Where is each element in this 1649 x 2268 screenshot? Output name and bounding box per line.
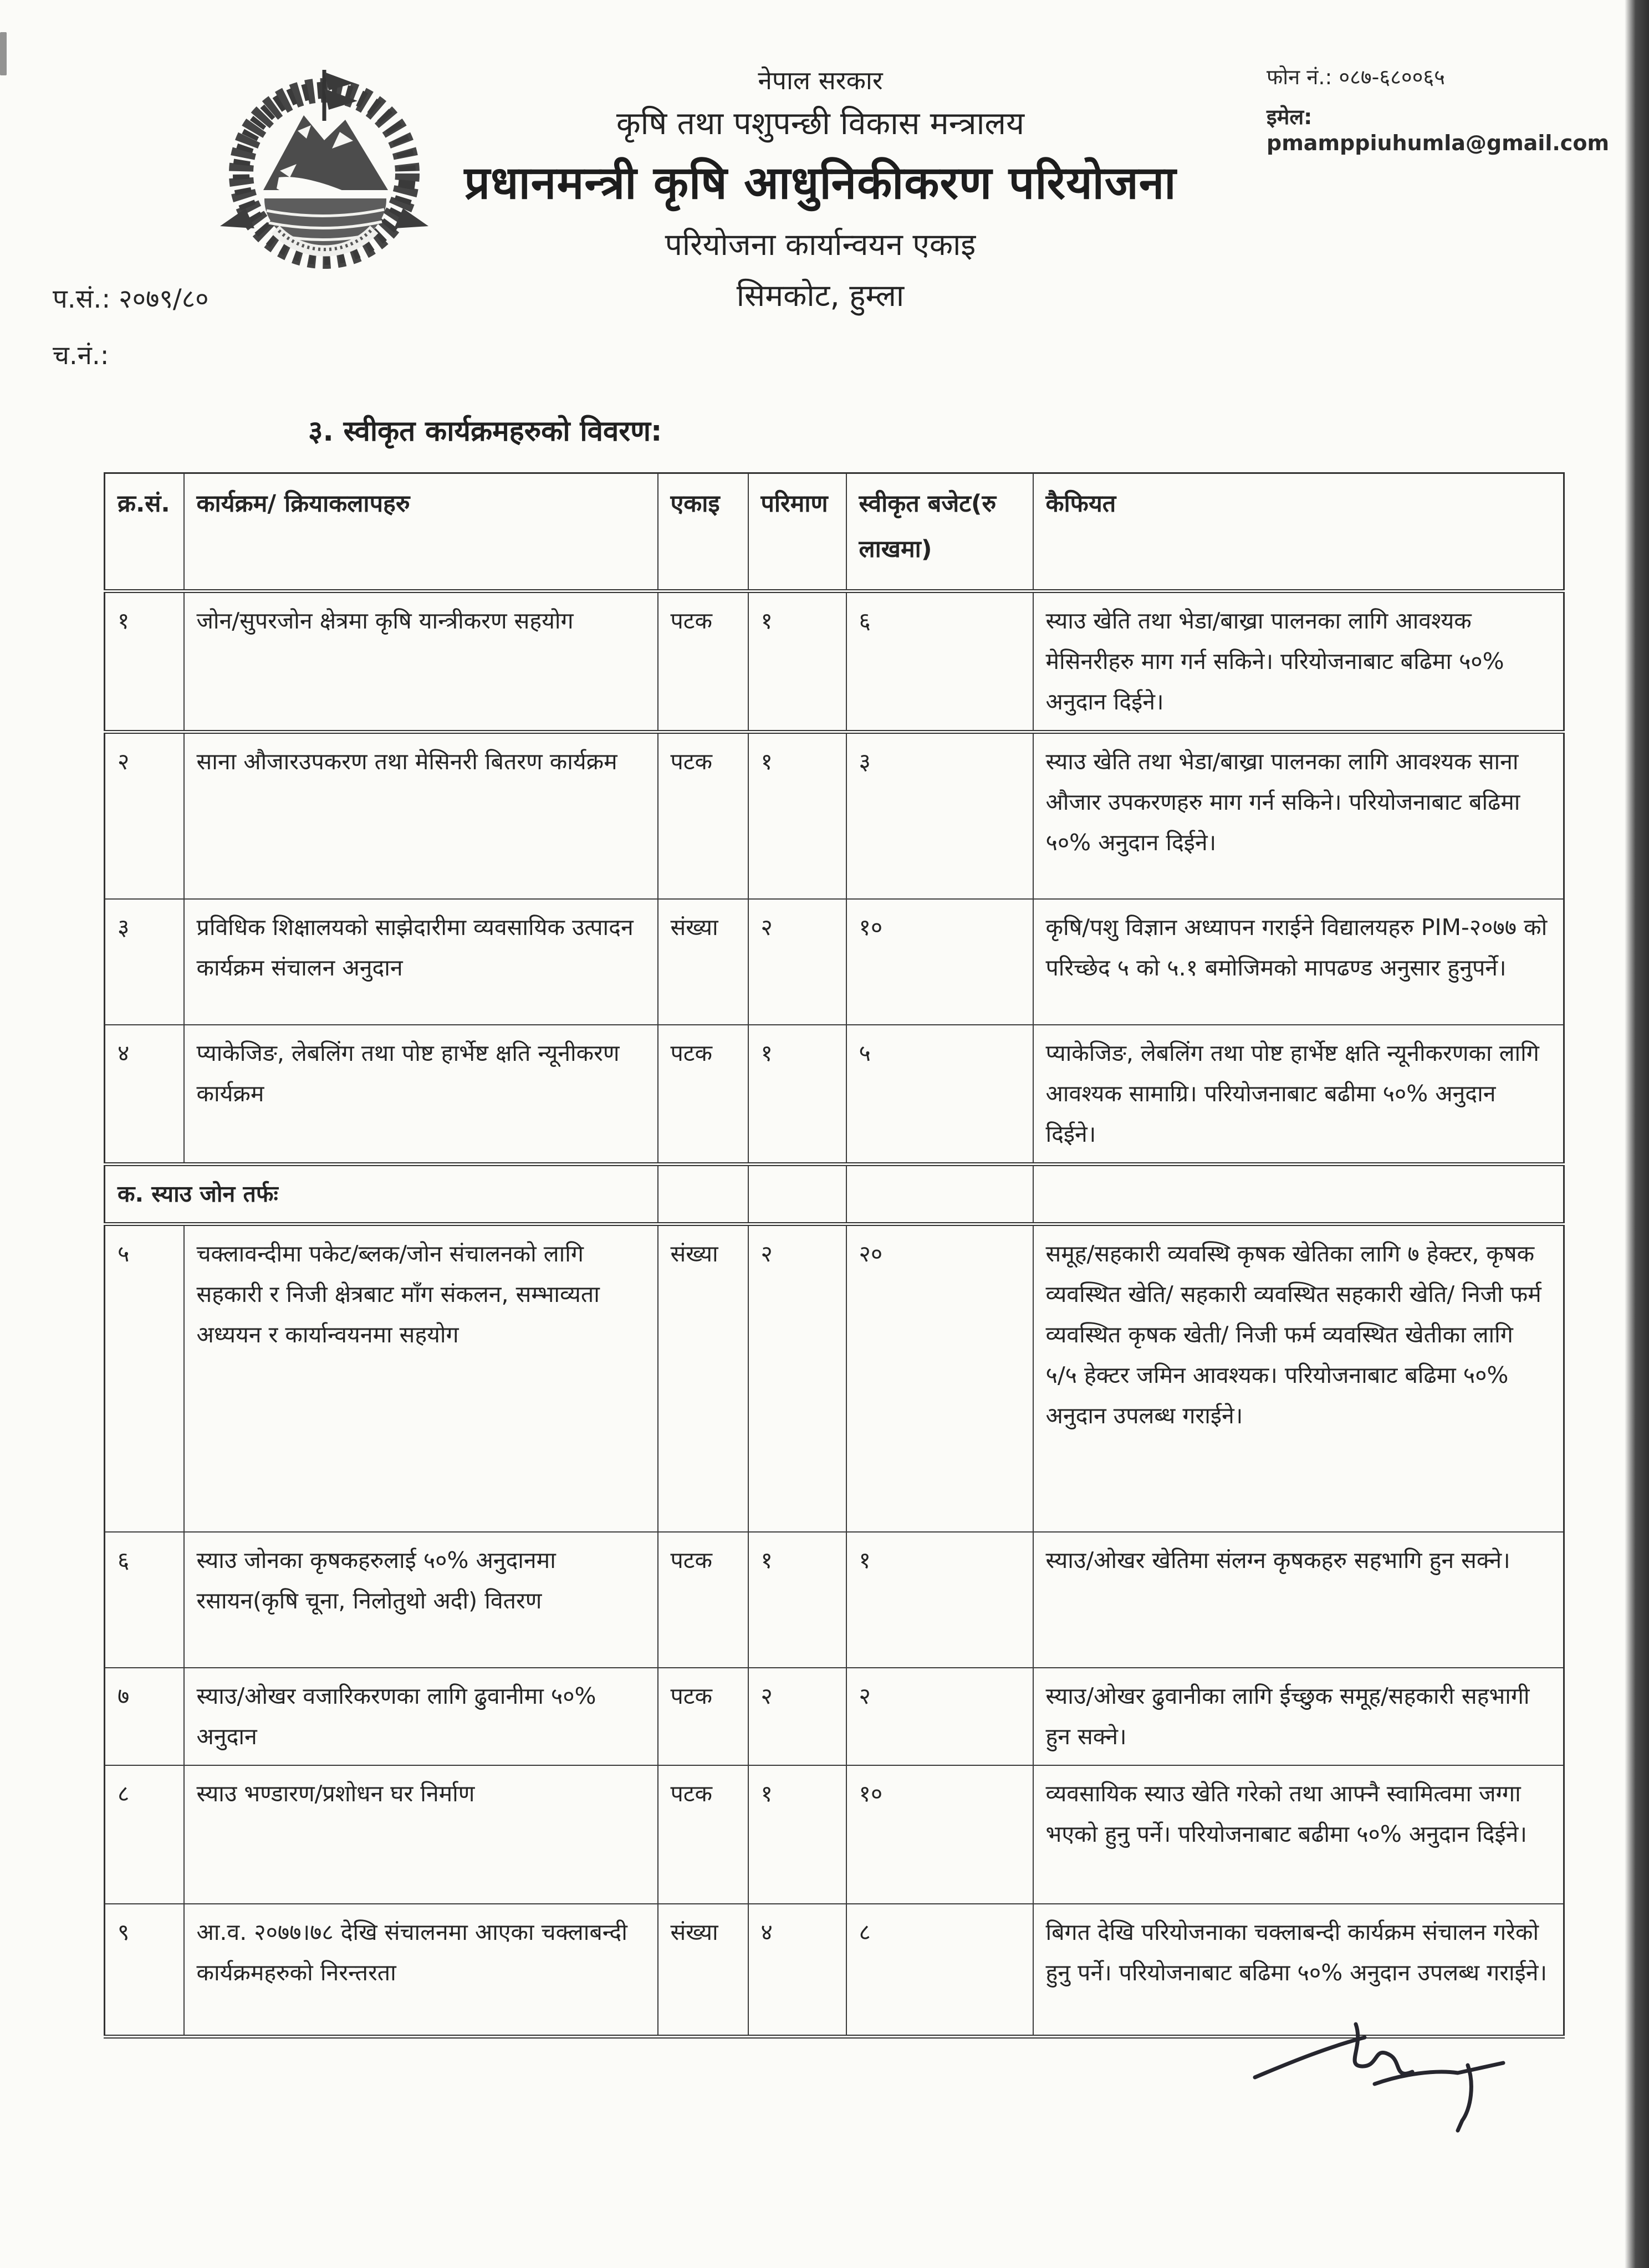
email-address: pmamppiuhumla@gmail.com <box>1267 131 1610 155</box>
activity-cell: स्याउ भण्डारण/प्रशोधन घर निर्माण <box>184 1765 658 1904</box>
qty-cell: २ <box>748 899 846 1025</box>
unit-cell: संख्या <box>658 1904 748 2037</box>
table-row <box>105 1224 1564 1532</box>
table-row <box>105 899 1564 1025</box>
activity-cell: साना औजारउपकरण तथा मेसिनरी बितरण कार्यक्रम <box>184 732 658 899</box>
qty-cell: १ <box>748 1765 846 1904</box>
phone-line <box>1267 62 1632 91</box>
sn-cell: २ <box>105 732 184 899</box>
table-row <box>105 1765 1564 1904</box>
unit-cell: पटक <box>658 1765 748 1904</box>
remarks-cell: स्याउ खेति तथा भेडा/बाख्रा पालनका लागि आवश्यक मेसिनरीहरु माग गर्न सकिने। परियोजनाबाट बढिमा ५०% अनुदान दिईने। <box>1033 591 1564 732</box>
email-line <box>1267 102 1632 155</box>
section-title: ३. स्वीकृत कार्यक्रमहरुको विवरण: <box>308 415 662 448</box>
qty-cell: १ <box>748 1025 846 1164</box>
column-header-0: क्र.सं. <box>105 473 184 591</box>
unit-cell: संख्या <box>658 1224 748 1532</box>
empty-cell <box>658 1164 748 1224</box>
dispatch-number: च.नं.: <box>53 340 109 371</box>
unit-cell: संख्या <box>658 899 748 1025</box>
qty-cell: ४ <box>748 1904 846 2037</box>
budget-cell: ५ <box>846 1025 1033 1164</box>
sn-cell: ४ <box>105 1025 184 1164</box>
table-header-row <box>105 473 1564 591</box>
column-header-3: परिमाण <box>748 473 846 591</box>
sn-cell: ८ <box>105 1765 184 1904</box>
office-location: सिमकोट, हुम्ला <box>736 278 905 314</box>
activity-cell: प्रविधिक शिक्षालयको साझेदारीमा व्यवसायिक उत्पादन कार्यक्रम संचालन अनुदान <box>184 899 658 1025</box>
budget-cell: १० <box>846 1765 1033 1904</box>
unit-cell: पटक <box>658 732 748 899</box>
unit-cell: पटक <box>658 1025 748 1164</box>
column-header-2: एकाइ <box>658 473 748 591</box>
email-label: इमेल: <box>1267 105 1313 129</box>
contact-info <box>1267 62 1632 155</box>
budget-cell: ६ <box>846 591 1033 732</box>
sn-cell: ५ <box>105 1224 184 1532</box>
activity-cell: आ.व. २०७७।७८ देखि संचालनमा आएका चक्लाबन्दी कार्यक्रमहरुको निरन्तरता <box>184 1904 658 2037</box>
table-row <box>105 1532 1564 1668</box>
reference-block <box>53 280 209 372</box>
remarks-cell: व्यवसायिक स्याउ खेति गरेको तथा आफ्नै स्वामित्वमा जग्गा भएको हुनु पर्ने। परियोजनाबाट बढीमा ५०% अनुदान दिईने। <box>1033 1765 1564 1904</box>
remarks-cell: बिगत देखि परियोजनाका चक्लाबन्दी कार्यक्रम संचालन गरेको हुनु पर्ने। परियोजनाबाट बढिमा ५०% अनुदान उपलब्ध गराईने। <box>1033 1904 1564 2037</box>
qty-cell: १ <box>748 732 846 899</box>
column-header-5: कैफियत <box>1033 473 1564 591</box>
budget-cell: २ <box>846 1668 1033 1765</box>
scanner-edge-shadow <box>1625 0 1649 2268</box>
remarks-cell: स्याउ/ओखर खेतिमा संलग्न कृषकहरु सहभागि हुन सक्ने। <box>1033 1532 1564 1668</box>
remarks-cell: समूह/सहकारी व्यवस्थि कृषक खेतिका लागि ७ हेक्टर, कृषक व्यवस्थित खेति/ सहकारी व्यवस्थित सहकारी खेति/ निजी फर्म व्यवस्थित कृषक खेती/ निजी फर्म व्यवस्थित खेतीका लागि ५/५ हेक्टर जमिन आवश्यक। परियोजनाबाट बढिमा ५०% अनुदान उपलब्ध गराईने। <box>1033 1224 1564 1532</box>
table-row <box>105 1025 1564 1164</box>
budget-cell: १० <box>846 899 1033 1025</box>
sn-cell: ३ <box>105 899 184 1025</box>
letterhead <box>388 65 1253 314</box>
sn-cell: ७ <box>105 1668 184 1765</box>
unit-cell: पटक <box>658 1668 748 1765</box>
phone-label: फोन नं.: <box>1267 65 1333 89</box>
remarks-cell: स्याउ खेति तथा भेडा/बाख्रा पालनका लागि आवश्यक साना औजार उपकरणहरु माग गर्न सकिने। परियोजनाबाट बढिमा ५०% अनुदान दिईने। <box>1033 732 1564 899</box>
activity-cell: चक्लावन्दीमा पकेट/ब्लक/जोन संचालनको लागि सहकारी र निजी क्षेत्रबाट माँग संकलन, सम्भाव्यता अध्ययन र कार्यान्वयनमा सहयोग <box>184 1224 658 1532</box>
remarks-cell: प्याकेजिङ, लेबलिंग तथा पोष्ट हार्भेष्ट क्षति न्यूनीकरणका लागि आवश्यक सामाग्रि। परियोजनाबाट बढीमा ५०% अनुदान दिईने। <box>1033 1025 1564 1164</box>
budget-cell: १ <box>846 1532 1033 1668</box>
sn-cell: ६ <box>105 1532 184 1668</box>
ministry-name: कृषि तथा पशुपन्छी विकास मन्त्रालय <box>616 105 1025 142</box>
approved-programs-table <box>104 472 1565 2039</box>
ref-number: प.सं.: २०७९/८० <box>53 284 209 314</box>
activity-cell: स्याउ जोनका कृषकहरुलाई ५०% अनुदानमा रसायन(कृषि चूना, निलोतुथो अदी) वितरण <box>184 1532 658 1668</box>
zone-section-label: क. स्याउ जोन तर्फः <box>105 1164 658 1224</box>
sn-cell: ९ <box>105 1904 184 2037</box>
unit-cell: पटक <box>658 591 748 732</box>
column-header-4: स्वीकृत बजेट(रु लाखमा) <box>846 473 1033 591</box>
column-header-1: कार्यक्रम/ क्रियाकलापहरु <box>184 473 658 591</box>
activity-cell: जोन/सुपरजोन क्षेत्रमा कृषि यान्त्रीकरण सहयोग <box>184 591 658 732</box>
government-name: नेपाल सरकार <box>758 65 883 95</box>
remarks-cell: स्याउ/ओखर ढुवानीका लागि ईच्छुक समूह/सहकारी सहभागी हुन सक्ने। <box>1033 1668 1564 1765</box>
qty-cell: १ <box>748 591 846 732</box>
table-row <box>105 732 1564 899</box>
qty-cell: २ <box>748 1224 846 1532</box>
project-title: प्रधानमन्त्री कृषि आधुनिकीकरण परियोजना <box>464 156 1177 210</box>
qty-cell: २ <box>748 1668 846 1765</box>
phone-number: ०८७-६८००६५ <box>1339 65 1445 89</box>
section-row <box>105 1164 1564 1224</box>
activity-cell: प्याकेजिङ, लेबलिंग तथा पोष्ट हार्भेष्ट क्षति न्यूनीकरण कार्यक्रम <box>184 1025 658 1164</box>
table-row <box>105 591 1564 732</box>
implementation-unit: परियोजना कार्यान्वयन एकाइ <box>665 227 976 263</box>
empty-cell <box>748 1164 846 1224</box>
budget-cell: ३ <box>846 732 1033 899</box>
budget-cell: ८ <box>846 1904 1033 2037</box>
signature-scribble <box>1247 2012 1524 2145</box>
unit-cell: पटक <box>658 1532 748 1668</box>
empty-cell <box>1033 1164 1564 1224</box>
activity-cell: स्याउ/ओखर वजारिकरणका लागि ढुवानीमा ५०% अनुदान <box>184 1668 658 1765</box>
scan-artifact-mark <box>0 32 7 75</box>
qty-cell: १ <box>748 1532 846 1668</box>
table-row <box>105 1668 1564 1765</box>
sn-cell: १ <box>105 591 184 732</box>
empty-cell <box>846 1164 1033 1224</box>
remarks-cell: कृषि/पशु विज्ञान अध्यापन गराईने विद्यालयहरु PIM-२०७७ को परिच्छेद ५ को ५.१ बमोजिमको मापढण्ड अनुसार हुनुपर्ने। <box>1033 899 1564 1025</box>
budget-cell: २० <box>846 1224 1033 1532</box>
